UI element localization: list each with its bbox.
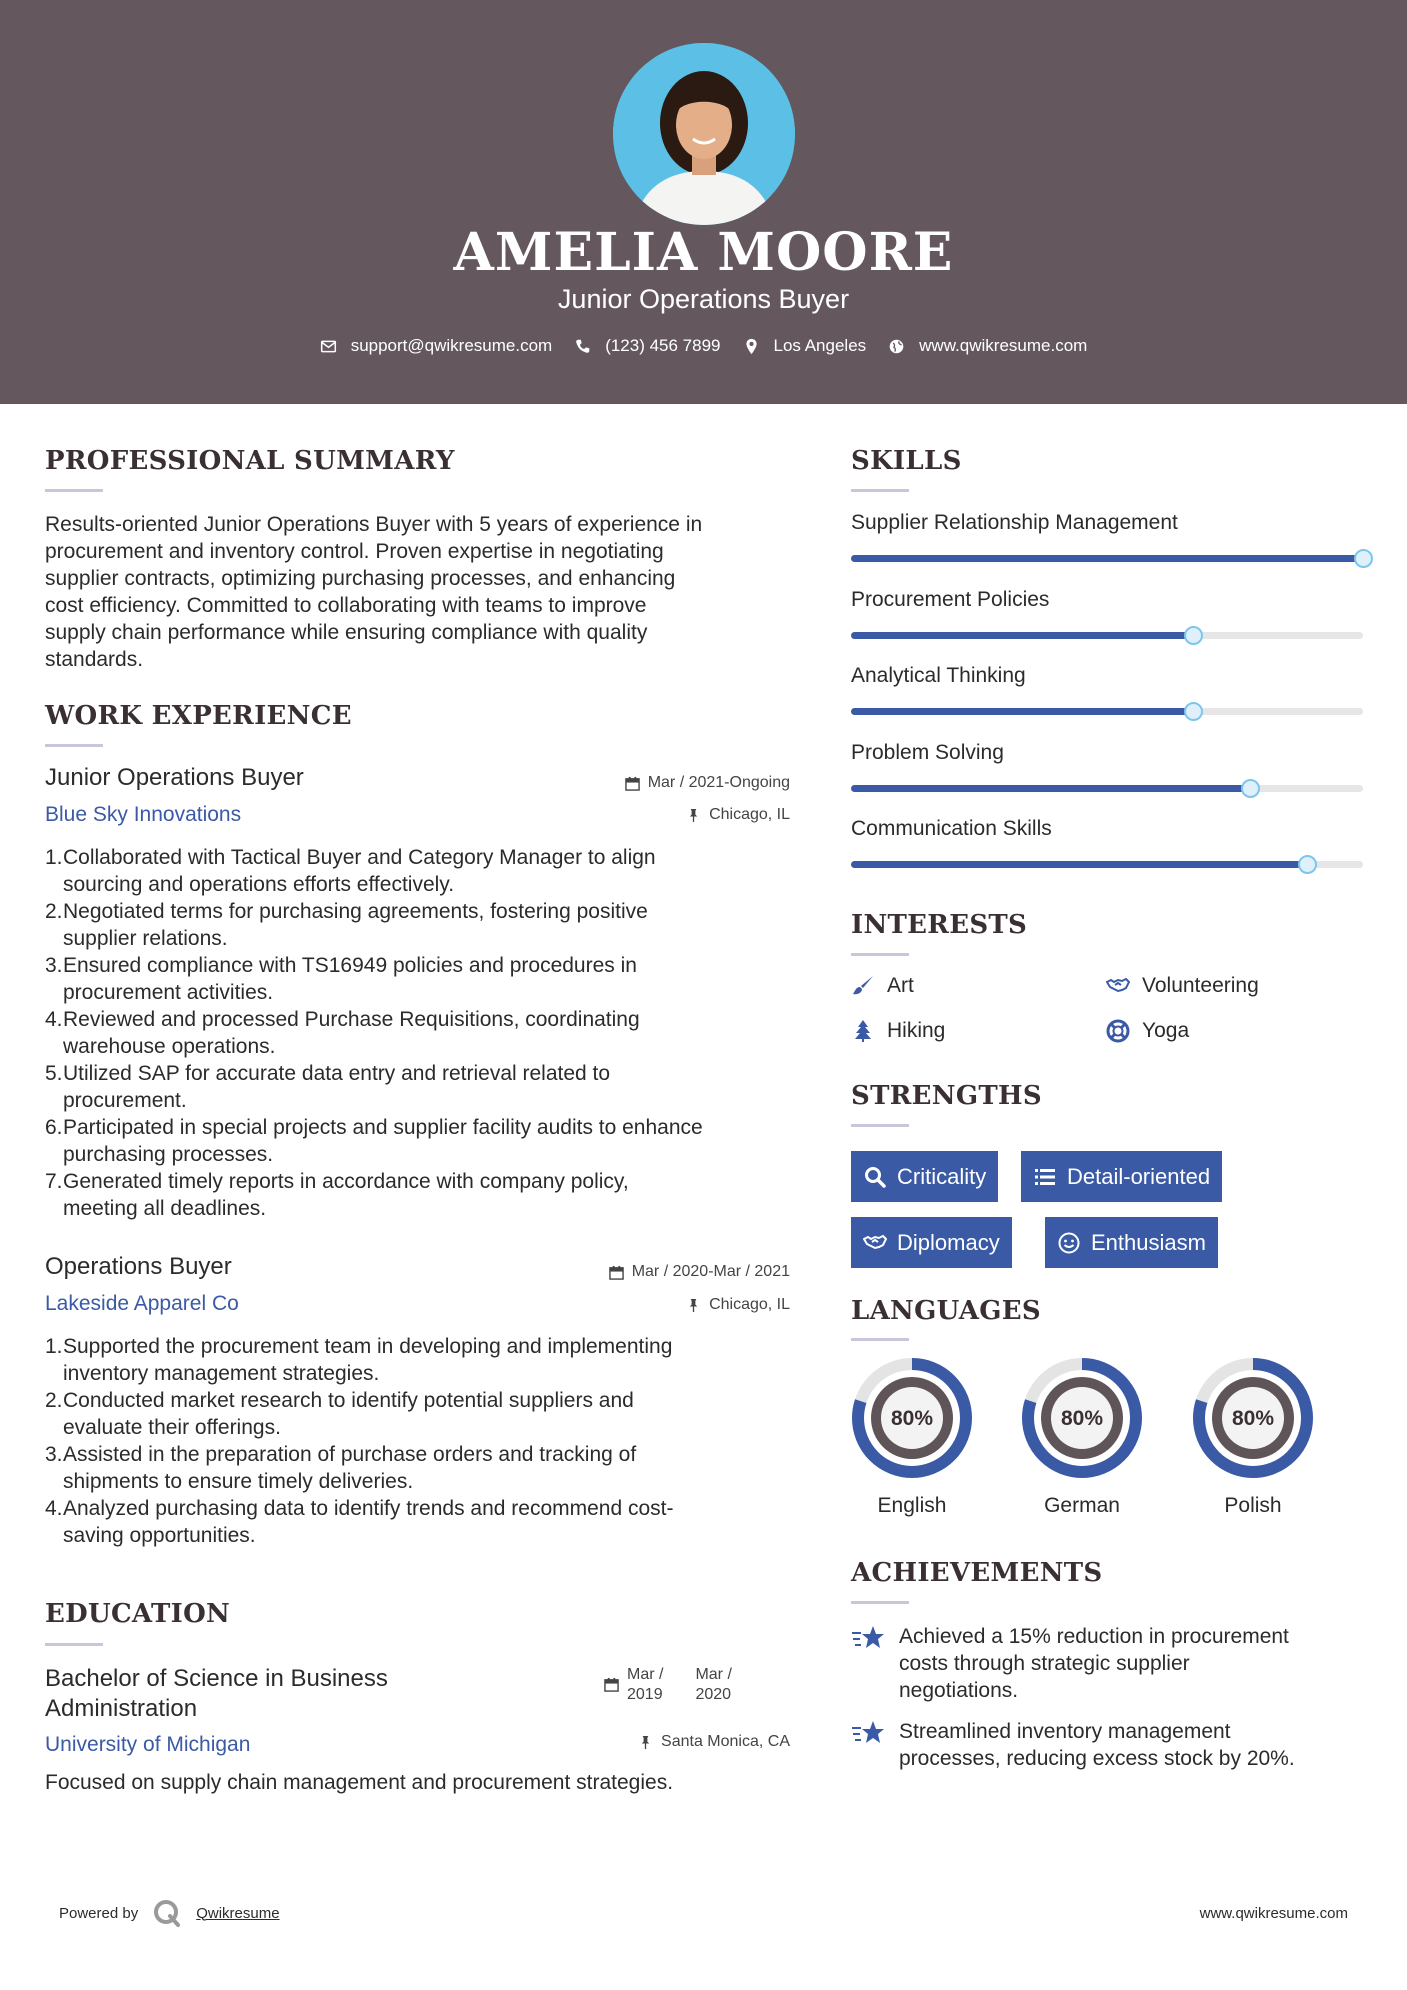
email-text: support@qwikresume.com xyxy=(350,336,553,355)
list-item-line: Conducted market research to identify potential suppliers and xyxy=(63,1389,634,1412)
contact-website[interactable] xyxy=(888,336,1087,356)
job-company[interactable]: Blue Sky Innovations xyxy=(45,803,242,826)
contact-email[interactable] xyxy=(320,336,553,356)
list-item-line: inventory management strategies. xyxy=(63,1362,380,1385)
list-item xyxy=(45,1495,805,1549)
language-percent: 80% xyxy=(890,1407,934,1430)
skill-bar-knob xyxy=(1354,549,1373,568)
education-location xyxy=(638,1733,790,1751)
job-location xyxy=(686,1296,790,1314)
paintbrush-icon xyxy=(851,974,875,998)
skill-bar-track xyxy=(851,785,1363,792)
powered-by-text: Powered by xyxy=(59,1904,139,1922)
phone-icon xyxy=(574,338,591,355)
skill-bar-track xyxy=(851,555,1363,562)
list-item-line: Ensured compliance with TS16949 policies and procedures in xyxy=(63,954,637,977)
contact-bar xyxy=(0,336,1407,356)
achievement-line: negotiations. xyxy=(899,1679,1019,1702)
language-item xyxy=(851,1357,973,1518)
job-responsibilities xyxy=(45,1333,805,1549)
language-name: Polish xyxy=(1224,1494,1282,1517)
strength-badge-diplomacy xyxy=(851,1217,1012,1268)
summary-line: procurement and inventory control. Proven expertise in negotiating xyxy=(45,540,664,563)
interest-yoga xyxy=(1106,1019,1189,1043)
list-item-line: Participated in special projects and supplier facility audits to enhance xyxy=(63,1116,703,1139)
achievement-item xyxy=(851,1623,1331,1704)
interest-volunteering xyxy=(1106,974,1259,998)
interests-heading: INTERESTS xyxy=(851,910,1028,940)
summary-line: supplier contracts, optimizing purchasing processes, and enhancing xyxy=(45,567,676,590)
language-percent: 80% xyxy=(1231,1407,1275,1430)
job-dates-text: Mar / 2021-Ongoing xyxy=(647,774,790,791)
star-badge-icon xyxy=(851,1623,885,1653)
job-company[interactable]: Lakeside Apparel Co xyxy=(45,1292,239,1315)
summary-heading-underline xyxy=(45,489,103,492)
achievement-line: processes, reducing excess stock by 20%. xyxy=(899,1747,1295,1770)
star-badge-icon xyxy=(851,1718,885,1748)
languages-heading-underline xyxy=(851,1338,909,1341)
education-dates xyxy=(604,1665,732,1705)
job-location xyxy=(686,806,790,824)
list-item-line: Utilized SAP for accurate data entry and retrieval related to xyxy=(63,1062,611,1085)
list-item-line: Analyzed purchasing data to identify trends and recommend cost- xyxy=(63,1497,674,1520)
skill-bar-fill xyxy=(851,861,1307,868)
summary-line: Results-oriented Junior Operations Buyer with 5 years of experience in xyxy=(45,513,703,536)
skill-bar-fill xyxy=(851,632,1193,639)
list-item xyxy=(45,1114,805,1168)
interest-label: Volunteering xyxy=(1142,974,1259,997)
degree-line: Administration xyxy=(45,1695,198,1722)
work-heading: WORK EXPERIENCE xyxy=(45,701,352,731)
skill-bar-track xyxy=(851,861,1363,868)
list-item-line: supplier relations. xyxy=(63,927,228,950)
list-number: 2. xyxy=(45,900,63,923)
strength-label: Detail-oriented xyxy=(1067,1163,1211,1189)
job-dates-text: Mar / 2020-Mar / 2021 xyxy=(631,1263,790,1280)
resume-header xyxy=(0,0,1407,404)
skill-bar-fill xyxy=(851,785,1250,792)
strength-badge-detail-oriented xyxy=(1021,1151,1222,1202)
interests-heading-underline xyxy=(851,953,909,956)
contact-location xyxy=(743,336,867,356)
list-item xyxy=(45,898,805,952)
job-responsibilities xyxy=(45,844,805,1222)
candidate-name: AMELIA MOORE xyxy=(453,222,954,283)
skill-bar-knob xyxy=(1298,855,1317,874)
strength-badge-enthusiasm xyxy=(1045,1217,1218,1268)
start-month: Mar / xyxy=(627,1666,664,1683)
list-number: 4. xyxy=(45,1008,63,1031)
degree-line: Bachelor of Science in Business xyxy=(45,1665,388,1692)
language-donut xyxy=(851,1357,973,1479)
search-icon xyxy=(863,1165,887,1189)
strengths-heading: STRENGTHS xyxy=(851,1081,1042,1111)
qwikresume-logo-icon xyxy=(152,1898,182,1928)
tree-icon xyxy=(851,1019,875,1043)
list-number: 3. xyxy=(45,1443,63,1466)
list-item-line: warehouse operations. xyxy=(63,1035,276,1058)
skill-bar-fill xyxy=(851,708,1193,715)
job-location-text: Chicago, IL xyxy=(709,806,790,823)
skills-heading: SKILLS xyxy=(851,446,962,476)
interest-label: Art xyxy=(887,974,914,997)
achievement-text xyxy=(899,1718,1295,1772)
interest-label: Yoga xyxy=(1142,1019,1190,1042)
list-item-line: purchasing processes. xyxy=(63,1143,274,1166)
footer-powered-by xyxy=(59,1898,280,1928)
job-dates xyxy=(625,774,790,792)
list-item xyxy=(45,1060,805,1114)
skill-label: Supplier Relationship Management xyxy=(851,511,1178,534)
language-item xyxy=(1192,1357,1314,1518)
list-number: 4. xyxy=(45,1497,63,1520)
footer-website[interactable]: www.qwikresume.com xyxy=(1199,1905,1348,1922)
strengths-heading-underline xyxy=(851,1124,909,1127)
interest-label: Hiking xyxy=(887,1019,946,1042)
list-item xyxy=(45,1006,805,1060)
list-icon xyxy=(1033,1165,1057,1189)
strength-label: Diplomacy xyxy=(897,1229,1000,1255)
list-number: 3. xyxy=(45,954,63,977)
skill-bar-knob xyxy=(1184,626,1203,645)
list-item-line: Assisted in the preparation of purchase orders and tracking of xyxy=(63,1443,637,1466)
end-year: 2020 xyxy=(695,1686,732,1703)
summary-line: supply chain performance while ensuring compliance with quality xyxy=(45,621,648,644)
summary-heading: PROFESSIONAL SUMMARY xyxy=(45,446,455,476)
achievements-heading: ACHIEVEMENTS xyxy=(851,1558,1103,1588)
handshake-icon xyxy=(863,1231,887,1255)
interest-art xyxy=(851,974,914,998)
language-percent: 80% xyxy=(1060,1407,1104,1430)
list-item xyxy=(45,1387,805,1441)
language-item xyxy=(1021,1357,1143,1518)
smile-icon xyxy=(1057,1231,1081,1255)
education-degree xyxy=(45,1664,388,1724)
job-role: Operations Buyer xyxy=(45,1253,232,1280)
education-location-text: Santa Monica, CA xyxy=(661,1733,790,1750)
list-item-line: Reviewed and processed Purchase Requisitions, coordinating xyxy=(63,1008,640,1031)
website-text: www.qwikresume.com xyxy=(919,336,1088,355)
achievement-text xyxy=(899,1623,1289,1704)
list-item xyxy=(45,844,805,898)
job-dates xyxy=(609,1263,790,1281)
handshake-icon xyxy=(1106,974,1130,998)
strength-label: Criticality xyxy=(897,1163,987,1189)
skill-label: Procurement Policies xyxy=(851,587,1050,611)
list-item-line: Negotiated terms for purchasing agreements, fostering positive xyxy=(63,900,648,923)
list-item-line: Generated timely reports in accordance with company policy, xyxy=(63,1170,629,1193)
summary-text xyxy=(45,511,702,673)
achievement-line: Streamlined inventory management xyxy=(899,1720,1231,1743)
list-item-line: saving opportunities. xyxy=(63,1524,256,1547)
profile-photo xyxy=(613,43,795,225)
languages-heading: LANGUAGES xyxy=(851,1296,1041,1326)
list-item-line: meeting all deadlines. xyxy=(63,1197,267,1220)
calendar-icon xyxy=(604,1677,619,1692)
list-number: 1. xyxy=(45,1335,63,1358)
list-item-line: evaluate their offerings. xyxy=(63,1416,281,1439)
pushpin-icon xyxy=(638,1735,653,1750)
education-description: Focused on supply chain management and procurement strategies. xyxy=(45,1771,674,1794)
list-item-line: shipments to ensure timely deliveries. xyxy=(63,1470,414,1493)
skills-heading-underline xyxy=(851,489,909,492)
list-number: 1. xyxy=(45,846,63,869)
education-end xyxy=(695,1665,731,1705)
education-heading-underline xyxy=(45,1643,103,1646)
list-item xyxy=(45,1168,805,1222)
list-item-line: Collaborated with Tactical Buyer and Category Manager to align xyxy=(63,846,656,869)
calendar-icon xyxy=(625,776,640,791)
lifering-icon xyxy=(1106,1019,1130,1043)
location-text: Los Angeles xyxy=(773,336,867,355)
list-number: 5. xyxy=(45,1062,63,1085)
language-donut xyxy=(1021,1357,1143,1479)
globe-icon xyxy=(888,338,905,355)
list-number: 2. xyxy=(45,1389,63,1412)
education-school[interactable]: University of Michigan xyxy=(45,1733,251,1756)
education-heading: EDUCATION xyxy=(45,1599,231,1629)
interest-hiking xyxy=(851,1019,945,1043)
list-item-line: Supported the procurement team in developing and implementing xyxy=(63,1335,673,1358)
strength-label: Enthusiasm xyxy=(1091,1229,1206,1255)
language-name: German xyxy=(1044,1494,1120,1517)
pushpin-icon xyxy=(686,808,701,823)
skill-bar-track xyxy=(851,708,1363,715)
skill-bar-track xyxy=(851,632,1363,639)
envelope-icon xyxy=(320,338,337,355)
start-year: 2019 xyxy=(627,1686,663,1703)
list-number: 7. xyxy=(45,1170,63,1193)
language-donut xyxy=(1192,1357,1314,1479)
map-pin-icon xyxy=(743,338,760,355)
summary-line: standards. xyxy=(45,648,144,671)
calendar-icon xyxy=(609,1265,624,1280)
list-item xyxy=(45,1333,805,1387)
strength-badge-criticality xyxy=(851,1151,998,1202)
list-item xyxy=(45,1441,805,1495)
education-start xyxy=(627,1665,663,1705)
list-item-line: procurement. xyxy=(63,1089,187,1112)
candidate-title: Junior Operations Buyer xyxy=(557,284,850,314)
skill-bar-knob xyxy=(1184,702,1203,721)
job-location-text: Chicago, IL xyxy=(709,1296,790,1313)
work-heading-underline xyxy=(45,744,103,747)
skill-bar-fill xyxy=(851,555,1363,562)
achievements-heading-underline xyxy=(851,1601,909,1604)
contact-phone[interactable] xyxy=(574,336,720,356)
skill-label: Problem Solving xyxy=(851,740,1004,764)
list-item xyxy=(45,952,805,1006)
achievement-line: Achieved a 15% reduction in procurement xyxy=(899,1625,1289,1648)
list-number: 6. xyxy=(45,1116,63,1139)
skill-bar-knob xyxy=(1241,779,1260,798)
pushpin-icon xyxy=(686,1298,701,1313)
achievement-item xyxy=(851,1718,1331,1772)
achievement-line: costs through strategic supplier xyxy=(899,1652,1190,1675)
end-month: Mar / xyxy=(695,1666,732,1683)
skill-label: Analytical Thinking xyxy=(851,664,1026,687)
summary-line: cost efficiency. Committed to collaborating with teams to improve xyxy=(45,594,647,617)
list-item-line: sourcing and operations efforts effectively. xyxy=(63,873,455,896)
skill-label: Communication Skills xyxy=(851,817,1052,840)
job-role: Junior Operations Buyer xyxy=(45,764,304,791)
phone-text: (123) 456 7899 xyxy=(605,336,721,355)
language-name: English xyxy=(877,1494,947,1517)
brand-link[interactable]: Qwikresume xyxy=(196,1904,280,1922)
list-item-line: procurement activities. xyxy=(63,981,274,1004)
